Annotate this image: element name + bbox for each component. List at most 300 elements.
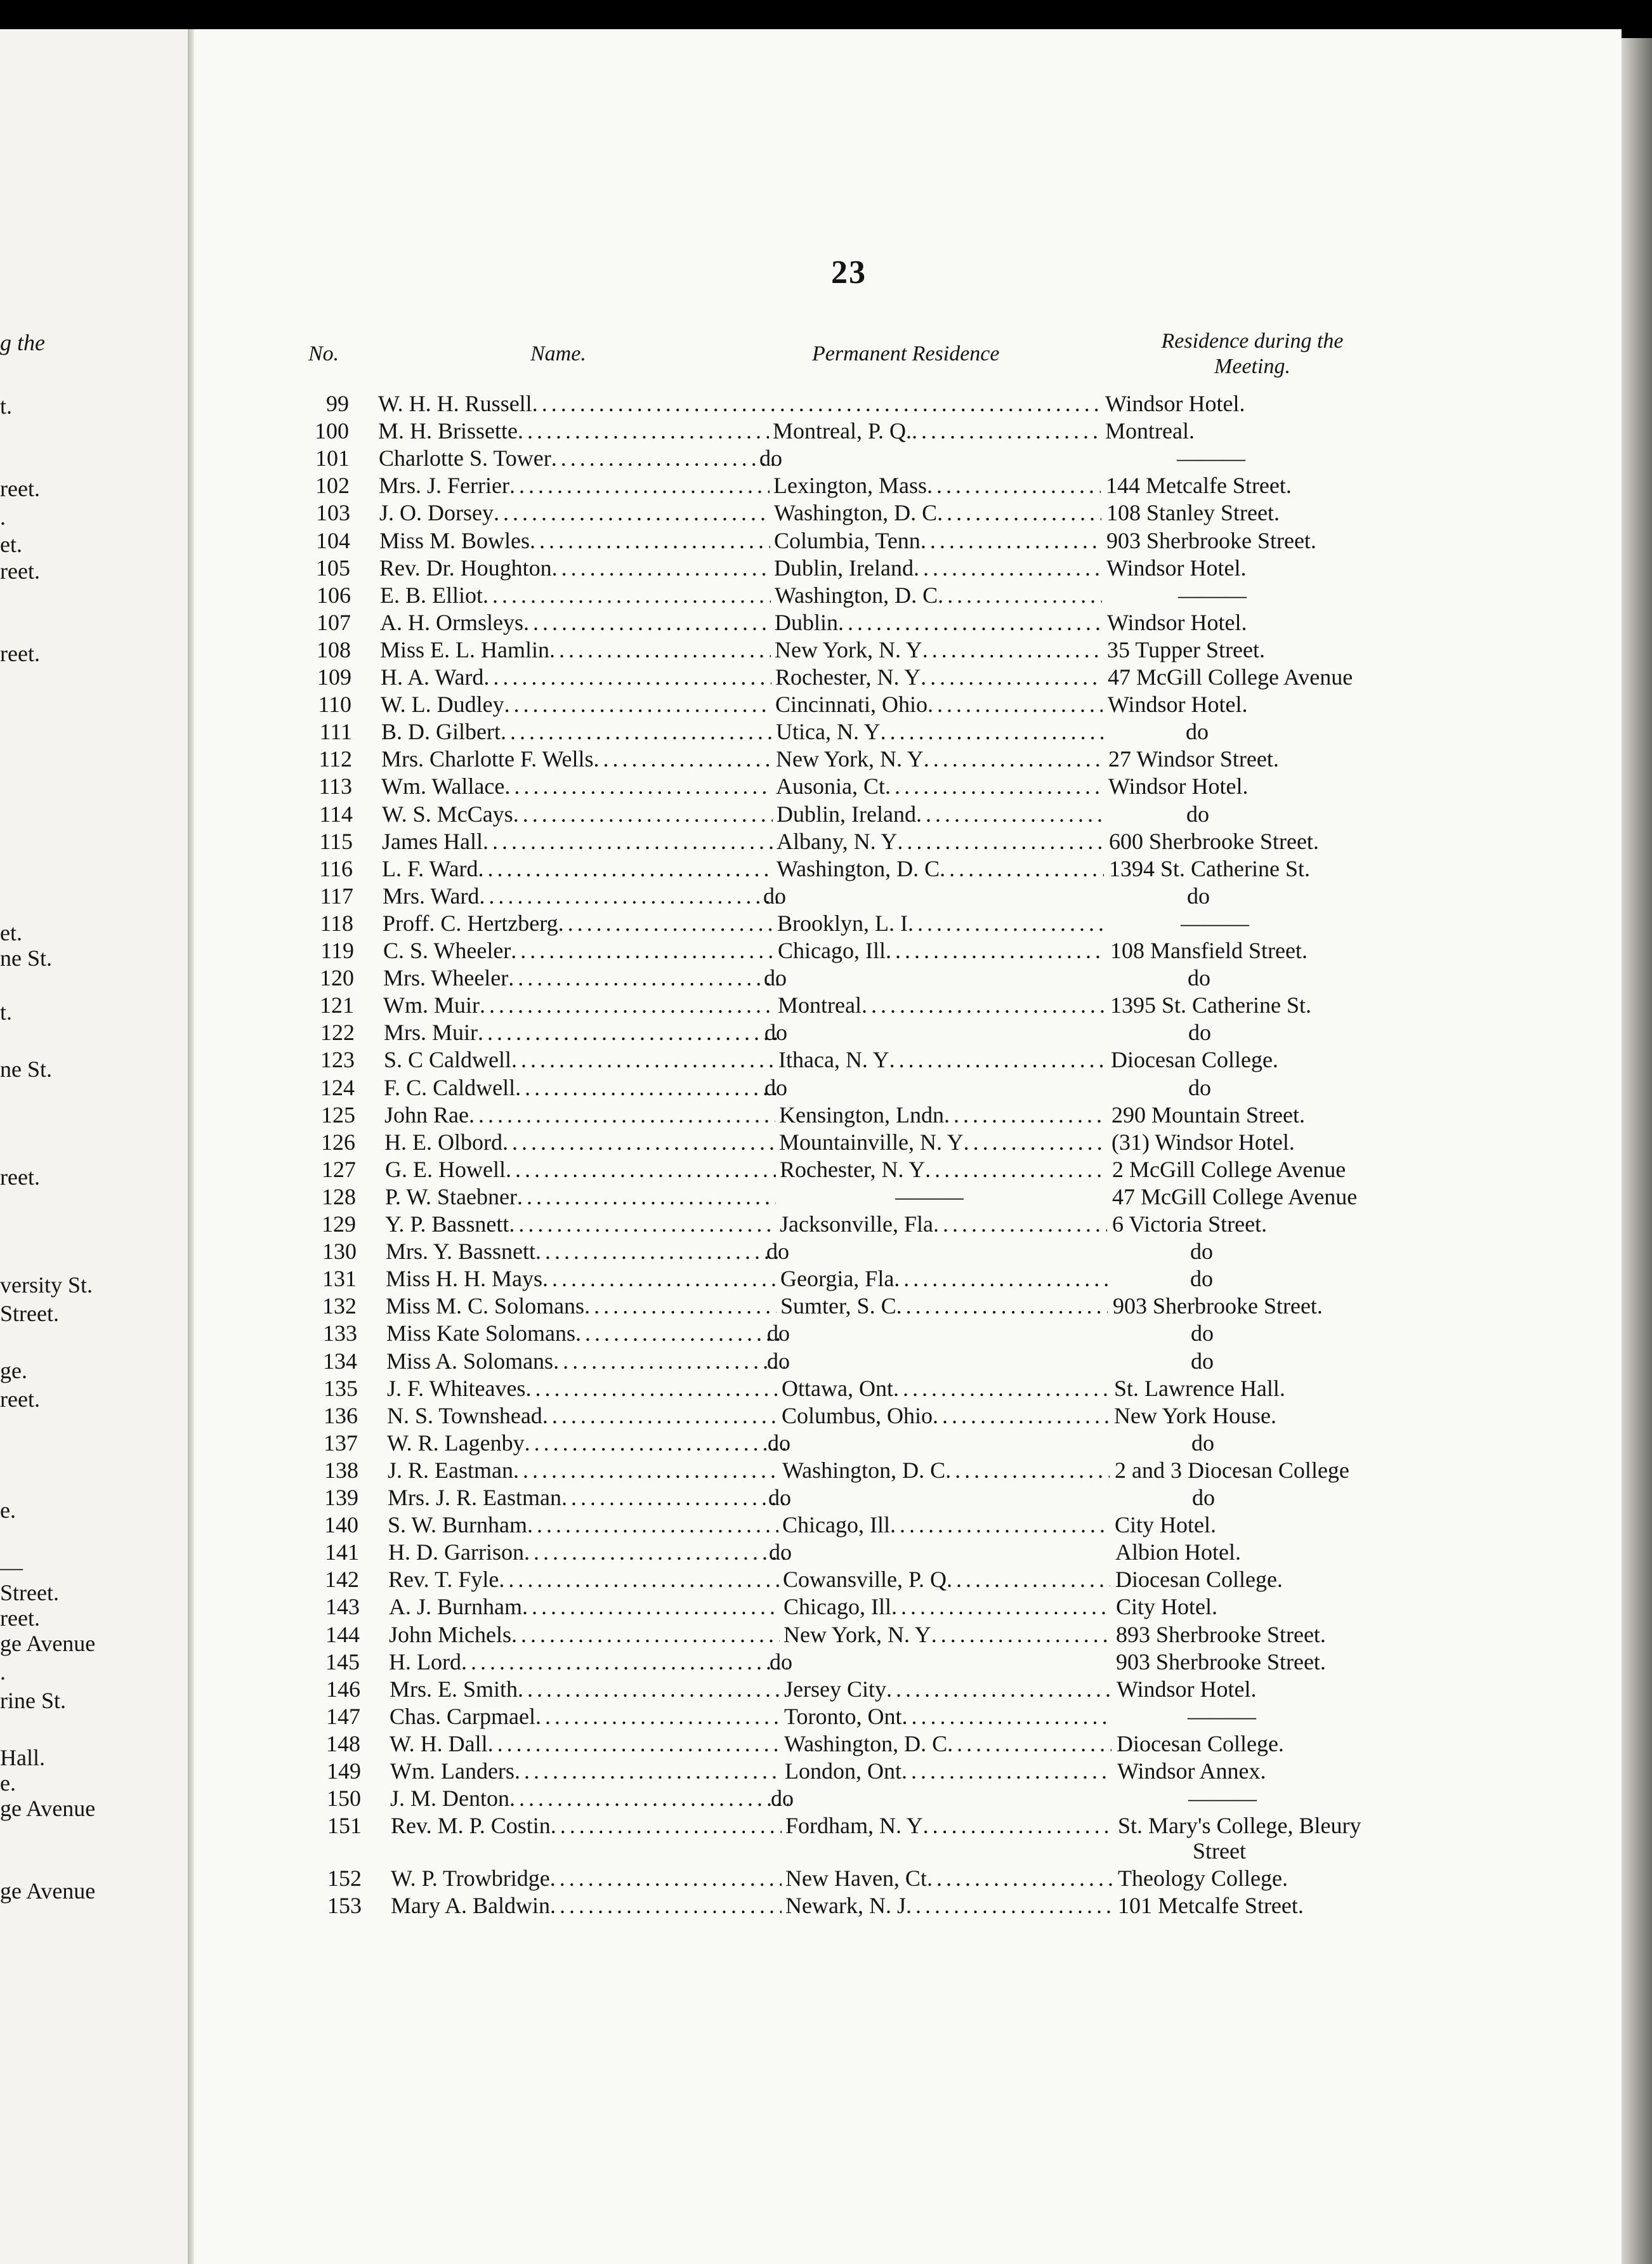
entry-permanent-residence: do (770, 1649, 792, 1675)
column-header-name: Name. (530, 342, 586, 365)
entry-permanent-residence: Sumter, S. C ..... (780, 1293, 1108, 1319)
left-page-line: g the (0, 330, 45, 355)
entry-meeting-residence (1111, 1102, 1305, 1128)
entry-number: 104 (316, 527, 350, 553)
entry-meeting-residence (1106, 528, 1316, 553)
entry-meeting-residence (1181, 911, 1249, 936)
entry-permanent-residence: New York, N. Y ..... (775, 637, 1102, 662)
entry-number: 135 (324, 1375, 358, 1401)
table-row (0, 1567, 1459, 1592)
table-row (0, 1676, 1459, 1702)
entry-name: Chas. Carpmael ..... (390, 1704, 780, 1729)
table-row (0, 1239, 1459, 1264)
left-page-line: reet. (0, 1605, 40, 1631)
entry-number: 126 (321, 1129, 355, 1155)
entry-name: G. E. Howell ..... (385, 1157, 776, 1182)
meeting-residence-line: Diocesan College. (1117, 1730, 1284, 1756)
entry-name: John Rae ..... (384, 1102, 775, 1128)
table-row (0, 528, 1459, 553)
entry-meeting-residence (1187, 883, 1210, 909)
entry-meeting-residence (1108, 773, 1249, 799)
entry-number: 145 (325, 1649, 360, 1675)
entry-name: Miss E. L. Hamlin ..... (380, 637, 771, 662)
entry-meeting-residence (1112, 1157, 1346, 1182)
table-row (0, 1622, 1459, 1647)
entry-number: 107 (317, 609, 351, 635)
meeting-residence-line: 903 Sherbrooke Street. (1116, 1649, 1326, 1675)
entry-meeting-residence (1190, 1266, 1213, 1291)
entry-permanent-residence: Washington, D. C ..... (782, 1458, 1110, 1483)
entry-number: 144 (325, 1621, 360, 1647)
entry-number: 143 (325, 1594, 360, 1620)
entry-name: P. W. Staebner ..... (385, 1184, 776, 1209)
entry-meeting-residence (1115, 1458, 1349, 1483)
meeting-residence-line: do (1191, 1348, 1214, 1374)
entry-permanent-residence: Ottawa, Ont ..... (782, 1376, 1109, 1401)
meeting-residence-line: ——— (1181, 910, 1249, 936)
entry-name: James Hall ..... (382, 829, 773, 854)
entry-meeting-residence (1113, 1293, 1323, 1319)
table-row (0, 1649, 1459, 1675)
entry-meeting-residence (1118, 1866, 1288, 1891)
meeting-residence-line: 35 Tupper Street. (1107, 636, 1266, 662)
entry-name: Rev. M. P. Costin ..... (391, 1813, 782, 1838)
table-row (0, 1129, 1459, 1155)
table-row (0, 1293, 1459, 1319)
entry-permanent-residence: do (771, 1786, 794, 1812)
entry-meeting-residence (1118, 1813, 1361, 1864)
entry-name: Mrs. J. R. Eastman ..... (388, 1485, 786, 1510)
entry-number: 121 (320, 992, 354, 1018)
entry-name: H. A. Ward ..... (381, 664, 771, 690)
entry-name: S. C Caldwell ..... (384, 1047, 775, 1072)
entry-name: W. H. H. Russell ..... (378, 391, 1100, 416)
entry-permanent-residence: Chicago, Ill ..... (778, 938, 1105, 963)
entry-permanent-residence: Utica, N. Y ..... (776, 719, 1103, 744)
meeting-residence-line: 903 Sherbrooke Street. (1106, 527, 1316, 553)
table-row (0, 1376, 1459, 1401)
entry-meeting-residence (1108, 664, 1353, 690)
meeting-residence-line: 2 McGill College Avenue (1112, 1156, 1346, 1182)
entry-permanent-residence: London, Ont ..... (785, 1758, 1112, 1784)
meeting-residence-line: St. Mary's College, Bleury (1118, 1813, 1361, 1839)
entry-permanent-residence: New York, N. Y ..... (776, 746, 1103, 772)
meeting-residence-line: 144 Metcalfe Street. (1106, 473, 1292, 499)
entry-name: Charlotte S. Tower ..... (379, 445, 777, 471)
entry-name: Rev. T. Fyle ..... (388, 1567, 779, 1592)
table-row (0, 473, 1459, 498)
entry-permanent-residence: Mountainville, N. Y ..... (779, 1129, 1106, 1155)
meeting-residence-line: do (1191, 1320, 1214, 1346)
entry-number: 129 (322, 1211, 356, 1237)
entry-meeting-residence (1109, 856, 1310, 881)
meeting-residence-line: Windsor Hotel. (1106, 555, 1247, 581)
table-row (0, 637, 1459, 662)
entry-number: 111 (319, 719, 352, 745)
entry-meeting-residence (1188, 1704, 1256, 1729)
table-row (0, 1320, 1459, 1346)
left-page-line: t. (0, 393, 13, 419)
entry-meeting-residence (1115, 1539, 1241, 1565)
entry-permanent-residence: Newark, N. J ..... (785, 1893, 1113, 1918)
entry-permanent-residence: Columbus, Ohio ..... (782, 1403, 1109, 1428)
entry-meeting-residence (1188, 1786, 1257, 1811)
entry-number: 139 (324, 1485, 358, 1510)
entry-name: J. R. Eastman ..... (388, 1458, 778, 1483)
entry-name: Mrs. J. Ferrier ..... (379, 473, 770, 498)
entry-name: Y. P. Bassnett ..... (385, 1211, 776, 1237)
entry-meeting-residence (1188, 965, 1210, 991)
left-page-line: ge Avenue (0, 1878, 96, 1904)
left-page-line: t. (0, 999, 13, 1025)
entry-number: 141 (325, 1539, 359, 1565)
entry-number: 138 (324, 1457, 358, 1483)
header-meeting-line-1: Residence during the (1161, 329, 1344, 353)
entry-meeting-residence (1115, 1567, 1283, 1592)
table-row (0, 829, 1459, 854)
left-page-line: ge Avenue (0, 1631, 96, 1656)
left-page-line: . (0, 1659, 6, 1685)
meeting-residence-line: do (1190, 1239, 1213, 1265)
table-row (0, 1594, 1459, 1619)
entry-number: 131 (322, 1266, 357, 1292)
entry-permanent-residence: do (768, 1430, 790, 1456)
entry-number: 127 (322, 1156, 356, 1182)
entry-name: Mrs. Charlotte F. Wells ..... (381, 746, 772, 772)
entry-name: A. H. Ormsleys ..... (380, 610, 771, 635)
entry-permanent-residence: Rochester, N. Y ..... (780, 1157, 1107, 1182)
table-row (0, 1075, 1459, 1100)
entry-number: 99 (326, 391, 349, 416)
left-page-line: reet. (0, 641, 40, 666)
entry-name: Wm. Landers ..... (390, 1758, 781, 1784)
entry-permanent-residence: Cincinnati, Ohio ..... (775, 692, 1103, 717)
meeting-residence-line: Albion Hotel. (1115, 1539, 1241, 1565)
entry-permanent-residence: Columbia, Tenn ..... (774, 528, 1101, 553)
meeting-residence-line: 108 Mansfield Street. (1110, 938, 1308, 963)
entry-number: 120 (320, 965, 354, 991)
table-row (0, 1403, 1459, 1428)
table-row (0, 1430, 1459, 1456)
left-page-line: reet. (0, 1164, 40, 1190)
entry-permanent-residence: Washington, D. C ..... (775, 582, 1102, 608)
entry-meeting-residence (1110, 992, 1311, 1018)
entry-permanent-residence: do (767, 1320, 790, 1346)
entry-permanent-residence: do (764, 1020, 787, 1046)
entry-permanent-residence: Dublin, Ireland ..... (774, 555, 1101, 581)
left-page-line: rine St. (0, 1688, 66, 1713)
entry-name: H. D. Garrison ..... (388, 1539, 787, 1565)
entry-name: J. F. Whiteaves ..... (387, 1376, 778, 1401)
entry-number: 109 (317, 664, 351, 690)
entry-name: C. S. Wheeler ..... (383, 938, 774, 963)
entry-permanent-residence: Cowansville, P. Q ..... (783, 1567, 1110, 1592)
meeting-residence-line: do (1186, 801, 1209, 827)
left-page-line: reet. (0, 476, 40, 501)
entry-number: 103 (316, 500, 350, 526)
table-row (0, 1512, 1459, 1537)
meeting-residence-line: 101 Metcalfe Street. (1118, 1893, 1304, 1919)
entry-number: 119 (320, 938, 354, 963)
entry-permanent-residence: Washington, D. C ..... (774, 500, 1101, 525)
entry-name: Mrs. E. Smith ..... (390, 1676, 780, 1702)
meeting-residence-line: Theology College. (1118, 1866, 1288, 1892)
entry-number: 116 (319, 855, 353, 881)
meeting-residence-line: New York House. (1114, 1402, 1277, 1428)
entry-name: W. L. Dudley ..... (381, 692, 771, 717)
meeting-residence-line: 903 Sherbrooke Street. (1113, 1293, 1323, 1319)
left-page-line: ne St. (0, 945, 53, 971)
entry-number: 130 (322, 1239, 357, 1265)
table-row (0, 445, 1459, 471)
entry-meeting-residence (1114, 1403, 1276, 1428)
table-row (0, 1731, 1459, 1756)
left-page-line: . (0, 504, 6, 530)
entry-permanent-residence: Chicago, Ill ..... (783, 1594, 1111, 1619)
left-page-line: e. (0, 1497, 16, 1523)
entry-meeting-residence (1105, 391, 1245, 416)
entry-number: 152 (327, 1866, 362, 1892)
entry-number: 146 (326, 1676, 360, 1702)
entry-number: 123 (320, 1047, 355, 1073)
entry-name: Rev. Dr. Houghton ..... (379, 555, 770, 581)
table-row (0, 911, 1459, 936)
meeting-residence-line: Diocesan College. (1115, 1567, 1283, 1593)
entry-meeting-residence (1188, 1075, 1211, 1100)
entry-number: 110 (318, 692, 351, 718)
entry-name: Proff. C. Hertzberg ..... (383, 911, 773, 936)
meeting-residence-line: Diocesan College. (1111, 1047, 1278, 1073)
table-row (0, 1348, 1459, 1374)
table-row (0, 938, 1459, 963)
entry-permanent-residence: Montreal ..... (778, 992, 1105, 1018)
entry-name: W. S. McCays ..... (382, 801, 773, 827)
entry-number: 140 (324, 1512, 358, 1538)
entry-name: Miss Kate Solomans ..... (386, 1320, 785, 1346)
entry-meeting-residence (1177, 445, 1245, 471)
entry-permanent-residence: Dublin, Ireland ..... (777, 801, 1104, 827)
entry-number: 142 (325, 1567, 359, 1593)
entry-number: 105 (316, 555, 350, 581)
entry-meeting-residence (1192, 1485, 1215, 1510)
meeting-residence-line: City Hotel. (1115, 1512, 1216, 1538)
entry-meeting-residence (1186, 801, 1209, 827)
entry-name: E. B. Elliot ..... (380, 582, 771, 608)
entry-name: H. Lord ..... (389, 1649, 787, 1675)
table-row (0, 719, 1459, 744)
table-row (0, 1704, 1459, 1729)
meeting-residence-line: 1395 St. Catherine St. (1110, 992, 1311, 1018)
table-row (0, 773, 1459, 799)
entry-permanent-residence: Brooklyn, L. I ..... (777, 911, 1105, 936)
entry-permanent-residence: New York, N. Y ..... (783, 1622, 1111, 1647)
table-row (0, 1893, 1459, 1918)
entry-meeting-residence (1109, 829, 1319, 854)
table-row (0, 992, 1459, 1018)
entry-meeting-residence (1186, 719, 1209, 744)
page-number: 23 (831, 254, 867, 291)
entry-meeting-residence (1110, 938, 1308, 963)
entry-permanent-residence: Fordham, N. Y ..... (785, 1813, 1113, 1838)
entry-name: W. H. Dall ..... (390, 1731, 780, 1756)
entry-permanent-residence: Kensington, Lndn ..... (779, 1102, 1106, 1128)
entry-number: 149 (327, 1758, 361, 1784)
left-page-line: versity St. (0, 1272, 93, 1298)
entry-permanent-residence: Ithaca, N. Y ..... (778, 1047, 1106, 1072)
meeting-residence-line: do (1187, 883, 1210, 909)
entry-name: Wm. Wallace ..... (381, 773, 772, 799)
entry-permanent-residence: do (767, 1348, 790, 1374)
entry-name: Miss M. C. Solomans ..... (386, 1293, 777, 1319)
entry-permanent-residence: New Haven, Ct ..... (785, 1866, 1113, 1891)
entry-permanent-residence: Washington, D. C ..... (777, 856, 1104, 881)
meeting-residence-line: do (1192, 1485, 1215, 1510)
entry-name: Mary A. Baldwin ..... (391, 1893, 782, 1918)
meeting-residence-line: ——— (1178, 582, 1247, 608)
entry-number: 122 (320, 1020, 355, 1046)
column-header-no: No. (308, 342, 339, 365)
entry-permanent-residence: Jersey City ..... (784, 1676, 1111, 1702)
table-row (0, 1047, 1459, 1072)
table-row (0, 1813, 1459, 1864)
entry-name: N. S. Townshead ..... (387, 1403, 778, 1428)
column-header-meeting-residence (1132, 329, 1373, 379)
meeting-residence-line: ——— (1188, 1703, 1256, 1729)
entry-number: 117 (320, 883, 353, 909)
table-row (0, 883, 1459, 909)
entry-meeting-residence (1191, 1320, 1214, 1346)
entry-meeting-residence (1116, 1622, 1326, 1647)
table-row (0, 1266, 1459, 1291)
entry-number: 115 (319, 828, 353, 854)
entry-meeting-residence (1107, 637, 1265, 662)
entry-permanent-residence: do (764, 965, 787, 991)
entry-name: B. D. Gilbert ..... (381, 719, 772, 744)
column-header-permanent-residence: Permanent Residence (812, 342, 1000, 365)
entry-name: J. O. Dorsey ..... (379, 500, 770, 525)
table-row (0, 418, 1459, 444)
table-row (0, 391, 1459, 416)
entry-name: J. M. Denton ..... (390, 1786, 789, 1811)
entry-meeting-residence (1106, 555, 1247, 581)
meeting-residence-line: 2 and 3 Diocesan College (1115, 1457, 1349, 1483)
table-row (0, 1184, 1459, 1209)
meeting-residence-line: do (1188, 1074, 1211, 1100)
left-page-line: et. (0, 532, 22, 557)
entry-meeting-residence (1108, 692, 1248, 717)
table-row (0, 610, 1459, 635)
meeting-residence-line: 600 Sherbrooke Street. (1109, 828, 1319, 854)
entry-permanent-residence: Washington, D. C ..... (784, 1731, 1111, 1756)
entry-permanent-residence: do (768, 1485, 791, 1510)
entry-meeting-residence (1116, 1649, 1326, 1675)
entry-permanent-residence: do (759, 445, 782, 471)
meeting-residence-line: (31) Windsor Hotel. (1111, 1129, 1295, 1155)
entry-meeting-residence (1188, 1020, 1211, 1045)
entry-name: Miss A. Solomans ..... (386, 1348, 785, 1374)
entry-number: 153 (327, 1893, 362, 1919)
entry-name: A. J. Burnham ..... (389, 1594, 780, 1619)
meeting-residence-line: do (1190, 1266, 1213, 1292)
entry-permanent-residence: Dublin ..... (775, 610, 1102, 635)
left-page-line: reet. (0, 558, 40, 584)
meeting-residence-line: do (1188, 1020, 1211, 1046)
left-page-line: Hall. (0, 1745, 45, 1770)
entry-name: S. W. Burnham ..... (388, 1512, 778, 1537)
entry-number: 106 (317, 582, 351, 608)
entry-number: 136 (324, 1402, 358, 1428)
entry-number: 101 (315, 445, 350, 471)
entry-permanent-residence: Toronto, Ont ..... (784, 1704, 1111, 1729)
entry-name: Miss M. Bowles ..... (379, 528, 770, 553)
table-row (0, 1866, 1459, 1891)
entry-permanent-residence: do (769, 1539, 792, 1565)
meeting-residence-line: do (1191, 1430, 1214, 1456)
entry-name: Mrs. Muir ..... (384, 1020, 782, 1045)
table-row (0, 1020, 1459, 1045)
entry-meeting-residence (1112, 1184, 1357, 1209)
entry-name: M. H. Brissette ..... (378, 418, 769, 444)
entry-permanent-residence: Albany, N. Y ..... (777, 829, 1104, 854)
entry-meeting-residence (1117, 1676, 1257, 1702)
meeting-residence-line: 6 Victoria Street. (1112, 1211, 1268, 1237)
entry-number: 134 (323, 1348, 357, 1374)
meeting-residence-line: 108 Stanley Street. (1106, 500, 1280, 526)
entry-number: 133 (323, 1320, 357, 1346)
meeting-residence-line: Windsor Hotel. (1108, 692, 1248, 718)
entry-number: 124 (320, 1074, 355, 1100)
entry-permanent-residence: Lexington, Mass ..... (773, 473, 1101, 498)
entry-name: L. F. Ward ..... (382, 856, 773, 881)
entry-number: 100 (315, 418, 349, 444)
left-page-line: Street. (0, 1301, 59, 1326)
entry-permanent-residence: Ausonia, Ct ..... (776, 773, 1103, 799)
entry-name: Mrs. Ward ..... (383, 883, 781, 909)
left-page-line: Street. (0, 1580, 59, 1605)
entry-meeting-residence (1106, 500, 1280, 525)
meeting-residence-continuation: Street (1193, 1838, 1246, 1864)
entry-permanent-residence: Rochester, N. Y ..... (775, 664, 1103, 690)
left-page-line: e. (0, 1770, 16, 1796)
meeting-residence-line: do (1186, 719, 1209, 745)
table-row (0, 692, 1459, 717)
entry-meeting-residence (1191, 1348, 1214, 1374)
entry-name: Miss H. H. Mays ..... (386, 1266, 777, 1291)
entry-permanent-residence: do (763, 883, 786, 909)
entry-meeting-residence (1108, 746, 1279, 772)
table-row (0, 1786, 1459, 1811)
meeting-residence-line: Windsor Hotel. (1117, 1676, 1257, 1702)
meeting-residence-line: 47 McGill College Avenue (1112, 1183, 1358, 1209)
entry-meeting-residence (1115, 1512, 1216, 1537)
entry-name: Mrs. Y. Bassnett ..... (386, 1239, 784, 1264)
entry-number: 132 (322, 1293, 357, 1319)
table-row (0, 1211, 1459, 1237)
entry-number: 147 (326, 1703, 360, 1729)
table-row (0, 582, 1459, 608)
entry-meeting-residence (1112, 1211, 1267, 1237)
meeting-residence-line: 47 McGill College Avenue (1108, 664, 1353, 690)
entry-number: 112 (318, 746, 352, 772)
meeting-residence-line: do (1188, 965, 1210, 991)
table-row (0, 555, 1459, 581)
entry-meeting-residence (1106, 473, 1292, 498)
entry-permanent-residence: ——— (895, 1183, 964, 1209)
meeting-residence-line: 1394 St. Catherine St. (1109, 855, 1310, 881)
entry-meeting-residence (1116, 1594, 1217, 1619)
table-row (0, 856, 1459, 881)
entry-permanent-residence: Montreal, P. Q. ..... (773, 418, 1100, 444)
